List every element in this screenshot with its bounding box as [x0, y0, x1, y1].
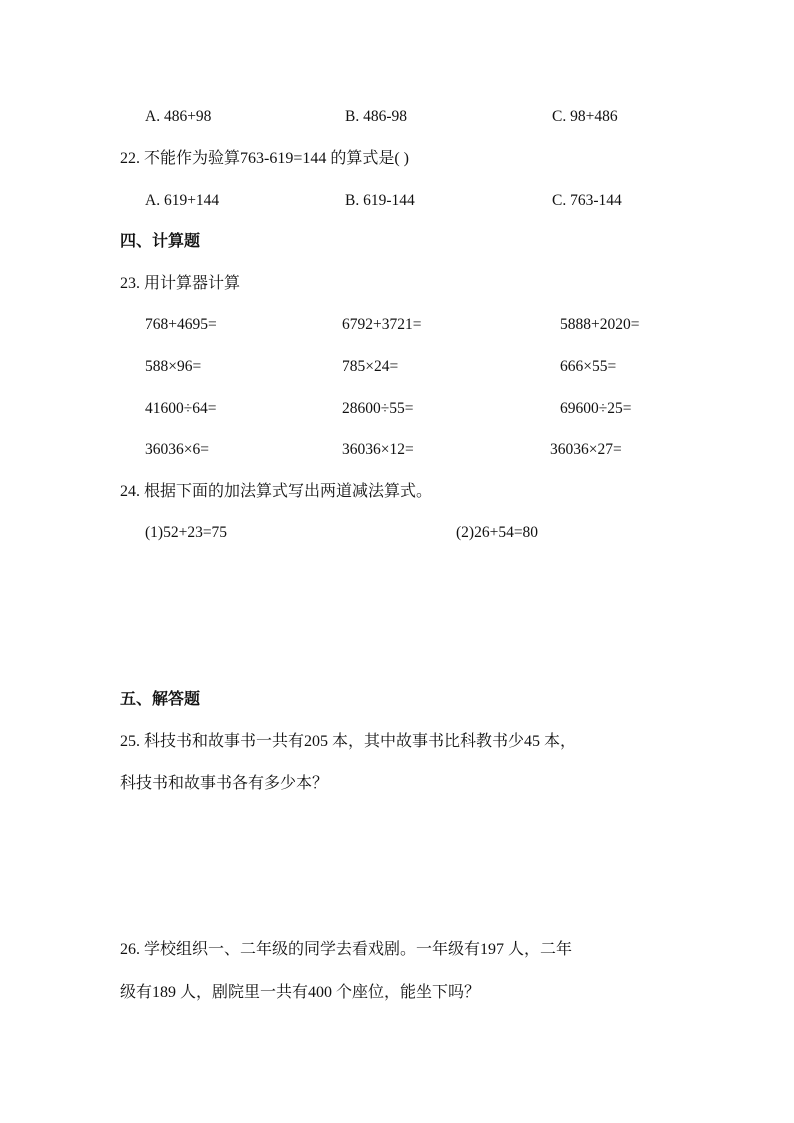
- q23-expr-4-2: 36036×12=: [342, 441, 414, 458]
- q21-option-b: B. 486-98: [345, 108, 407, 125]
- q23-expr-2-2: 785×24=: [342, 358, 399, 375]
- q25-line-1: 25. 科技书和故事书一共有205 本，其中故事书比科教书少45 本，: [120, 733, 577, 750]
- q22-text: 22. 不能作为验算763-619=144 的算式是( ): [120, 150, 410, 167]
- q26-line-2: 级有189 人，剧院里一共有400 个座位，能坐下吗？: [120, 984, 481, 1001]
- section-4-title: 四、计算题: [120, 233, 201, 250]
- q23-expr-1-1: 768+4695=: [145, 316, 217, 333]
- q22-option-a: A. 619+144: [145, 192, 220, 209]
- q23-expr-1-2: 6792+3721=: [342, 316, 422, 333]
- q23-expr-2-1: 588×96=: [145, 358, 202, 375]
- q24-item-2: (2)26+54=80: [456, 524, 539, 541]
- q23-expr-3-3: 69600÷25=: [560, 400, 632, 417]
- q21-option-a: A. 486+98: [145, 108, 212, 125]
- q21-option-c: C. 98+486: [552, 108, 618, 125]
- q23-text: 23. 用计算器计算: [120, 275, 241, 292]
- q23-expr-1-3: 5888+2020=: [560, 316, 640, 333]
- q22-option-c: C. 763-144: [552, 192, 622, 209]
- q23-expr-4-1: 36036×6=: [145, 441, 209, 458]
- q23-expr-4-3: 36036×27=: [550, 441, 622, 458]
- q24-text: 24. 根据下面的加法算式写出两道减法算式。: [120, 483, 433, 500]
- q22-option-b: B. 619-144: [345, 192, 415, 209]
- q23-expr-2-3: 666×55=: [560, 358, 617, 375]
- section-5-title: 五、解答题: [120, 691, 201, 708]
- q25-line-2: 科技书和故事书各有多少本？: [120, 775, 329, 792]
- q23-expr-3-1: 41600÷64=: [145, 400, 217, 417]
- q24-item-1: (1)52+23=75: [145, 524, 228, 541]
- q26-line-1: 26. 学校组织一、二年级的同学去看戏剧。一年级有197 人，二年: [120, 941, 573, 958]
- q23-expr-3-2: 28600÷55=: [342, 400, 414, 417]
